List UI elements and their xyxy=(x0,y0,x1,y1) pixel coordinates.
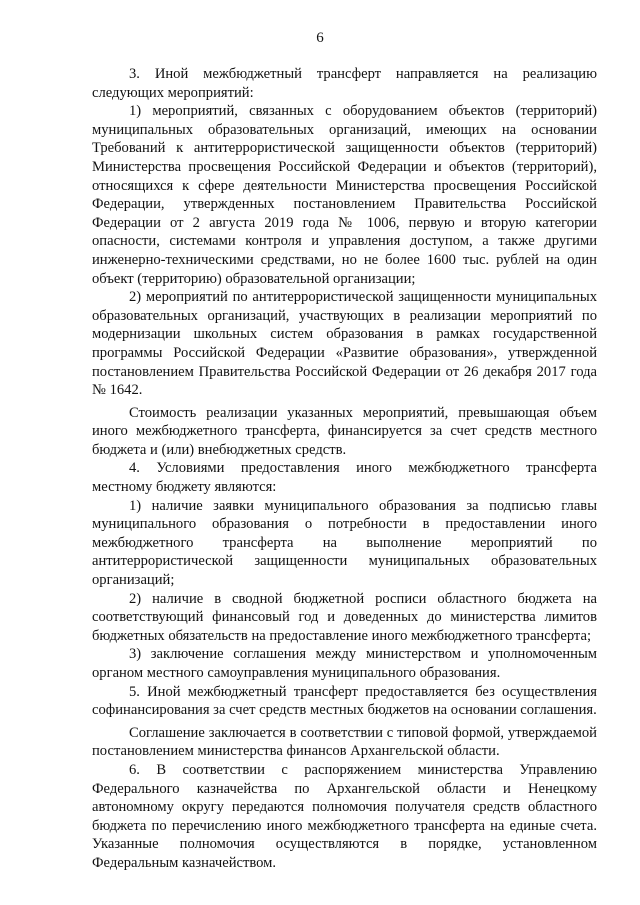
paragraph-subitem-3-2: 2) мероприятий по антитеррористической защищенности муниципальных образовательных организаций, участвующих в реализации мероприятий по модернизации школьных систем образования в рамках государственной программы Российской Федерации «Развитие образования», утвержденной постановлением Правительства Российской Федерации от 26 декабря 2017 года № 1642. xyxy=(92,289,597,399)
paragraph-agreement-note: Соглашение заключается в соответствии с типовой формой, утверждаемой постановлением министерства финансов Архангельской области. xyxy=(92,724,597,760)
paragraph-item-6: 6. В соответствии с распоряжением министерства Управлению Федерального казначейства по Архангельской области и Ненецкому автономному округу передаются полномочия получателя средств областного бюджета по перечислению иного межбюджетного трансферта на единые счета. Указанные полномочия осуществляются в порядке, установленном Федеральным казначейством. xyxy=(92,761,597,871)
paragraph-cost-note: Стоимость реализации указанных мероприятий, превышающая объем иного межбюджетного трансферта, финансируется за счет средств местного бюджета и (или) внебюджетных средств. xyxy=(92,404,597,458)
paragraph-subitem-4-2: 2) наличие в сводной бюджетной росписи областного бюджета на соответствующий финансовый год и доведенных до министерства лимитов бюджетных обязательств на предоставление иного межбюджетного трансферта; xyxy=(92,590,597,644)
paragraph-item-3-intro: 3. Иной межбюджетный трансферт направляется на реализацию следующих мероприятий: xyxy=(92,66,597,101)
page-number: 6 xyxy=(316,30,324,46)
paragraph-subitem-4-1: 1) наличие заявки муниципального образования за подписью главы муниципального образования о потребности в предоставлении иного межбюджетного трансферта на выполнение мероприятий по антитеррористической защищенности муниципальных образовательных организаций; xyxy=(92,497,597,589)
paragraph-subitem-3-1: 1) мероприятий, связанных с оборудованием объектов (территорий) муниципальных образовательных организаций, имеющих на основании Требований к антитеррористической защищенности объектов (территорий) Министерства просвещения Российской Федерации и объектов (территорий), относящихся к сфере деятельности Министерства просвещения Российской Федерации, утвержденных постановлением Правительства Российской Федерации от 2 августа 2019 года № 1006, первую и вторую категории опасности, системами контроля и управления доступом, а также другими инженерно-техническими средствами, но не более 1600 тыс. рублей на один объект (территорию) образовательной организации; xyxy=(92,103,597,287)
paragraph-subitem-4-3: 3) заключение соглашения между министерством и уполномоченным органом местного самоуправления муниципального образования. xyxy=(92,646,597,681)
document-body xyxy=(92,65,597,873)
paragraph-item-4-intro: 4. Условиями предоставления иного межбюджетного трансферта местному бюджету являются: xyxy=(92,460,597,496)
paragraph-item-5: 5. Иной межбюджетный трансферт предоставляется без осуществления софинансирования за счет средств местных бюджетов на основании соглашения. xyxy=(92,683,597,719)
